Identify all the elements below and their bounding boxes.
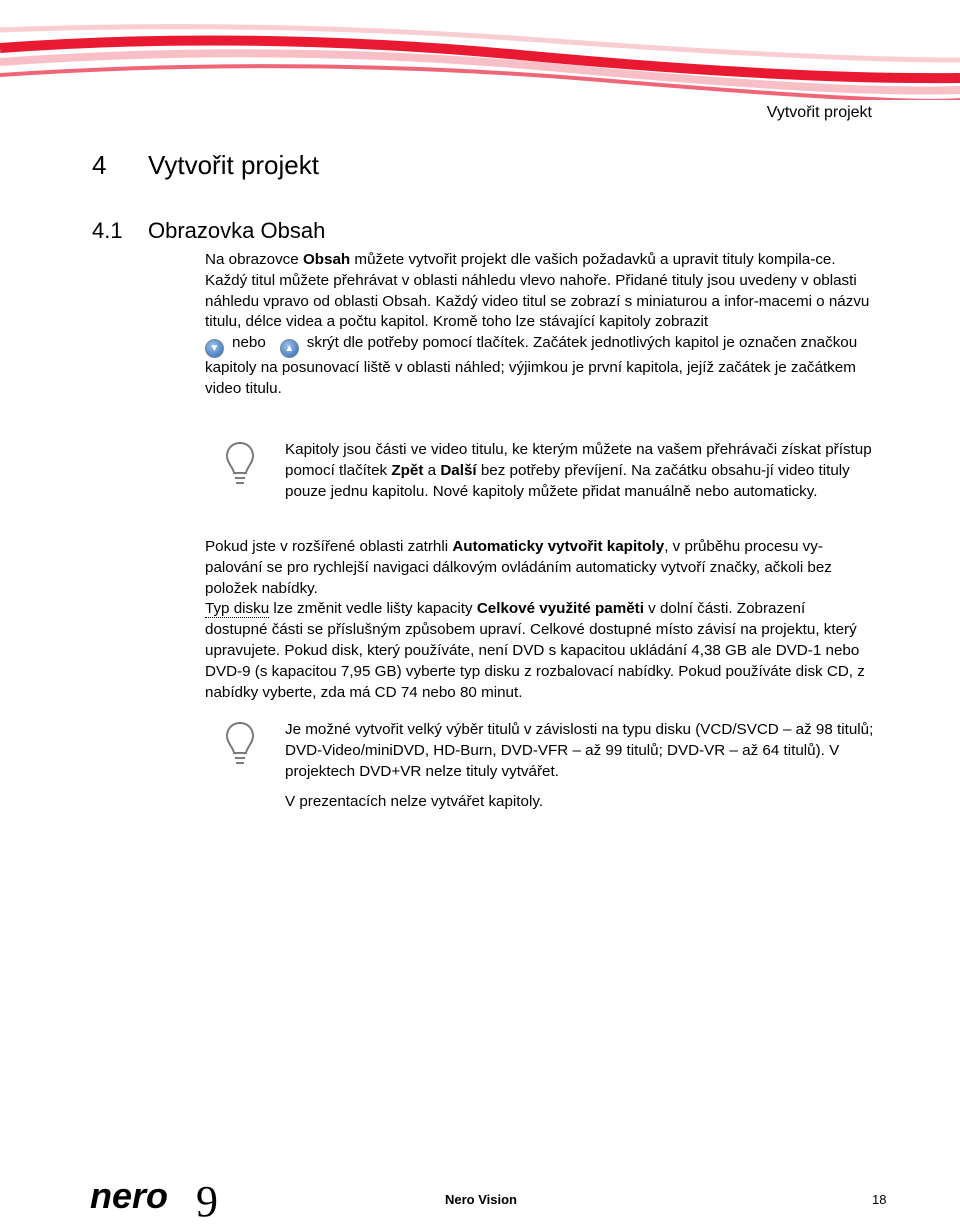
section-number: 4.1 bbox=[92, 218, 123, 243]
chevron-down-circle-icon[interactable]: ▼ bbox=[205, 339, 224, 358]
tip-text: Kapitoly jsou části ve video titulu, ke kterým můžete na vašem přehrávači získat přístup pomocí tlačítek Zpět a Další bez potřeby převíjení. Na začátku obsahu-jí video tituly pouze jednu kapitolu. Nové kapitoly můžete přidat manuálně nebo automaticky. bbox=[285, 441, 872, 500]
term-obsah: Obsah bbox=[302, 251, 351, 268]
tip-titles-limits: Je možné vytvořit velký výběr titulů v závislosti na typu disku (VCD/SVCD – až 98 titulů; DVD-Video/miniDVD, HD-Burn, DVD-VFR – až 99 titulů; DVD-VR – až 64 titulů). V projektech DVD+VR nelze tituly vytvářet. bbox=[285, 721, 874, 780]
term-total-used: Celkové využité paměti bbox=[476, 600, 644, 618]
lightbulb-icon bbox=[225, 440, 255, 490]
chapter-number: 4 bbox=[92, 150, 107, 180]
section-heading bbox=[92, 218, 325, 244]
intro-sentence-3: ▼ nebo ▲ skrýt dle potřeby pomocí tlačítek. Začátek jednotlivých kapitol je označen značkou kapitoly na posunovací liště v oblasti náhled; výjimkou je první kapitola, jejíž začátek je začátkem video titulu. bbox=[205, 334, 858, 397]
disk-type-text: Typ disku lze změnit vedle lišty kapacity Celkové využité paměti v dolní části. Zobrazení dostupné části se příslušným způsobem upraví. Celkové dostupné místo závisí na projektu, který upravujete. Pokud disk, který používáte, není DVD s kapacitou ukládání 4,38 GB ale DVD-1 nebo DVD-9 (s kapacitou 7,95 GB) vyberte typ disku z rozbalovací nabídky. Pokud používáte disk CD, z nabídky vyberte, zda má CD 74 nebo 80 minut. bbox=[205, 600, 865, 701]
chapter-heading bbox=[92, 150, 319, 181]
disk-paragraph bbox=[205, 537, 870, 703]
section-title: Obrazovka Obsah bbox=[148, 218, 326, 243]
nero-logo bbox=[90, 1178, 230, 1224]
svg-text:9: 9 bbox=[196, 1178, 218, 1224]
lightbulb-icon bbox=[225, 720, 255, 770]
intro-sentence-1: Na obrazovce Obsah můžete vytvořit projekt dle vašich požadavků a upravit tituly kompila-ce. bbox=[205, 251, 836, 268]
chapter-title: Vytvořit projekt bbox=[148, 150, 319, 180]
intro-paragraph bbox=[205, 250, 870, 400]
page-number: 18 bbox=[872, 1192, 887, 1207]
auto-chapters-text: Pokud jste v rozšířené oblasti zatrhli Automaticky vytvořit kapitoly, v průběhu procesu vy-palování se pro rychlejší navigaci dálkovým ovládáním automaticky vytvoří značky, ačkoli bez položek nabídky. bbox=[205, 538, 832, 597]
intro-sentence-2: Každý titul můžete přehrávat v oblasti náhledu vlevo nahoře. Přidané tituly jsou uvedeny v oblasti náhledu vpravo od oblasti Obsah. Každý video titul se zobrazí s miniaturou a infor-macemi o názvu titulu, délce videa a počtu kapitol. Kromě toho lze stávající kapitoly zobrazit bbox=[205, 271, 870, 331]
tip-text bbox=[285, 720, 875, 813]
footer-product-name: Nero Vision bbox=[445, 1192, 518, 1207]
header-swoosh-graphic bbox=[0, 0, 960, 100]
running-header: Vytvořit projekt bbox=[766, 104, 872, 121]
term-dalsi: Další bbox=[440, 461, 477, 479]
term-zpet: Zpět bbox=[391, 461, 424, 479]
term-typ-disku: Typ disku bbox=[205, 600, 270, 618]
chevron-up-circle-icon[interactable]: ▲ bbox=[280, 339, 299, 358]
svg-text:nero: nero bbox=[90, 1178, 169, 1216]
tip-slideshows: V prezentacích nelze vytvářet kapitoly. bbox=[285, 793, 544, 811]
term-auto-chapters: Automaticky vytvořit kapitoly bbox=[452, 538, 665, 555]
